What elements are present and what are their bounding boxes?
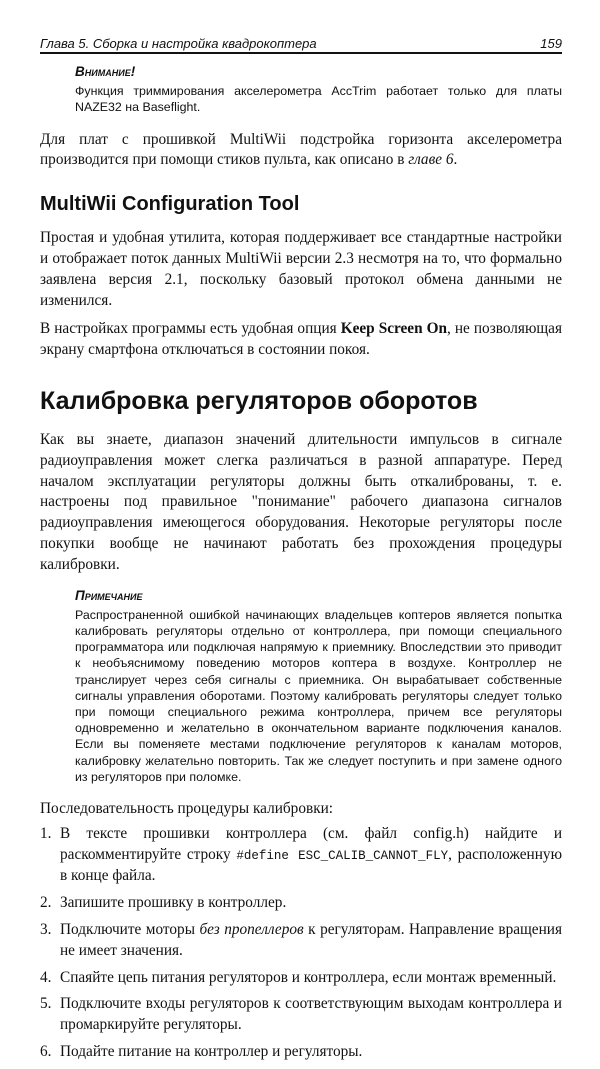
- emphasis: без пропеллеров: [199, 920, 304, 938]
- step-text-end: , расположенную в конце файла.: [60, 845, 562, 885]
- warning-text: Функция триммирования акселерометра AccTrim работает только для платы NAZE32 на Baseflight.: [75, 84, 562, 115]
- step-text: Подайте питание на контроллер и регуляторы.: [60, 1042, 363, 1060]
- paragraph-text: Для плат с прошивкой MultiWii подстройка горизонта акселерометра производится при помощи стиков пульта, как описано в: [40, 130, 562, 169]
- step-number: 3.: [40, 920, 52, 938]
- step-number: 5.: [40, 995, 52, 1013]
- step-number: 6.: [40, 1042, 52, 1060]
- paragraph: Простая и удобная утилита, которая поддерживает все стандартные настройки и отображает поток данных MultiWii версии 2.3 несмотря на то, что формально заявлена версия 2.1, поскольку базовый протокол обмена данными не изменился.: [40, 229, 562, 309]
- step-text: Спаяйте цепь питания регуляторов и контроллера, если монтаж временный.: [60, 968, 557, 986]
- step-number: 2.: [40, 894, 52, 912]
- warning-box: [75, 64, 562, 116]
- list-item: [40, 824, 562, 887]
- warning-title: Внимание!: [75, 64, 136, 79]
- step-number: 1.: [40, 824, 52, 842]
- chapter-title: Глава 5. Сборка и настройка квадрокоптера: [40, 36, 317, 51]
- step-text: Подключите моторы: [60, 920, 200, 938]
- step-number: 4.: [40, 968, 52, 986]
- list-intro: Последовательность процедуры калибровки:: [40, 800, 334, 817]
- list-item: [40, 968, 562, 989]
- option-name: Keep Screen On: [340, 320, 448, 338]
- note-box: [75, 588, 562, 785]
- chapter-heading: Калибровка регуляторов оборотов: [40, 386, 478, 415]
- paragraph-end: , не позволяющая экрану смартфона отключаться в состоянии покоя.: [40, 320, 562, 359]
- code-snippet: #define ESC_CALIB_CANNOT_FLY: [236, 848, 449, 863]
- step-text-end: к регуляторам. Направление вращения не имеет значения.: [60, 920, 562, 959]
- page-number: 159: [540, 36, 562, 51]
- paragraph: [40, 319, 562, 361]
- step-text: Запишите прошивку в контроллер.: [60, 894, 287, 912]
- list-item: [40, 1042, 562, 1063]
- step-text: В тексте прошивки контроллера (см. файл config.h) найдите и раскомментируйте строку: [60, 824, 562, 863]
- list-item: [40, 893, 562, 914]
- paragraph-text: В настройках программы есть удобная опция: [40, 320, 341, 338]
- paragraph: [40, 130, 562, 172]
- list-item: [40, 994, 562, 1036]
- step-text: Подключите входы регуляторов к соответствующим выходам контроллера и промаркируйте регуляторы.: [60, 995, 562, 1034]
- chapter-reference: главе 6: [408, 151, 454, 169]
- page-body: [40, 64, 562, 1069]
- list-item: [40, 920, 562, 962]
- running-header: [40, 33, 562, 54]
- note-title: Примечание: [75, 587, 143, 603]
- note-text: Распространенной ошибкой начинающих владельцев коптеров является попытка калибровать регуляторы отдельно от контроллера, при помощи специального программатора или подключая напрямую к приемнику. Впоследствии это приводит к необъяснимому поведению моторов коптера в воздухе. Контроллер не транслирует через себя сигналы с приемника. Он вырабатывает собственные сигналы управления оборотами. Поэтому калибровать регуляторы следует только при помощи специального режима контроллера, причем все регуляторы одновременно и желательно в окончательном варианте подключения каналов. Если вы поменяете местами подключение регуляторов к каналам моторов, калибровку желательно повторить. Так же следует поступить и при замене одного из регуляторов при поломке.: [75, 607, 562, 784]
- calibration-steps: [40, 824, 562, 1063]
- paragraph-end: .: [453, 151, 458, 169]
- section-heading: MultiWii Configuration Tool: [40, 193, 300, 216]
- paragraph: Как вы знаете, диапазон значений длительности импульсов в сигнале радиоуправления может слегка различаться в разной аппаратуре. Перед началом эксплуатации регуляторы должны быть откалиброваны, т. е. настроены под правильное "понимание" рабочего диапазона сигналов радиоуправления имеющегося оборудования. Некоторые регуляторы после покупки вообще не начинают работать без прохождения процедуры калибровки.: [40, 430, 562, 573]
